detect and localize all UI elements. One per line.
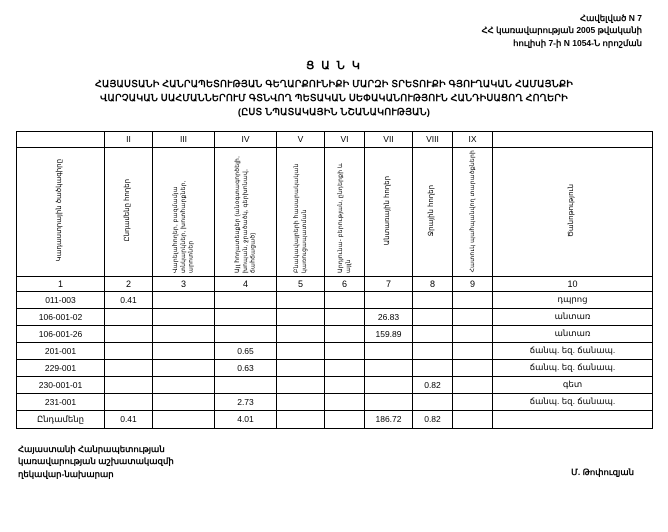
roman-cell-5: V (277, 131, 325, 147)
colnum-6: 6 (325, 276, 365, 291)
row-protected (453, 393, 493, 410)
colnum-5: 5 (277, 276, 325, 291)
row-code: 011-003 (17, 291, 105, 308)
row-water (413, 342, 453, 359)
title-line-2: ՎԱՐՉԱԿԱՆ ՍԱՀՄԱՆՆԵՐՈՒՄ ԳՏՆՎՈՂ ՊԵՏԱԿԱՆ ՍԵՓԱԿԱՆՈՒԹՅՈՒՆ ՀԱՆԴԻՍԱՑՈՂ ՀՈՂԵՐԻ (100, 93, 568, 105)
colnum-3: 3 (153, 276, 215, 291)
row-other: 2.73 (215, 393, 277, 410)
signatory-title (18, 443, 174, 481)
roman-cell-2: II (105, 131, 153, 147)
header-other-land (215, 147, 277, 276)
roman-cell-1 (17, 131, 105, 147)
header-line-3: հուլիսի 7-ի N 1054-Ն որոշման (513, 37, 642, 48)
row-water (413, 359, 453, 376)
row-code: 229-001 (17, 359, 105, 376)
colnum-8: 8 (413, 276, 453, 291)
header-other-land-label: Այլ հողատեսքեր (անօգտագործելի, խոպան, ջրածածկ, գերխոնավ, ճահճացած) (233, 155, 257, 273)
row-water: 0.82 (413, 376, 453, 393)
row-forest (365, 359, 413, 376)
row-industry (325, 342, 365, 359)
total-water: 0.82 (413, 410, 453, 428)
table-row (17, 342, 653, 359)
row-protected (453, 308, 493, 325)
colnum-9: 9 (453, 276, 493, 291)
table-row (17, 308, 653, 325)
row-total (105, 325, 153, 342)
row-note: ճանպ. եզ. ճանապ. (493, 342, 653, 359)
row-industry (325, 325, 365, 342)
row-protected (453, 376, 493, 393)
row-code: 231-001 (17, 393, 105, 410)
colnum-10: 10 (493, 276, 653, 291)
row-other (215, 291, 277, 308)
header-settlement (277, 147, 325, 276)
total-settlement (277, 410, 325, 428)
row-other (215, 308, 277, 325)
header-arable-label: Վարելահողեր, բազմամյա տնկարկներ, խոտհարքներ, արոտներ (171, 180, 195, 273)
row-arable (153, 393, 215, 410)
total-note (493, 410, 653, 428)
table-roman-row (17, 131, 653, 147)
row-note: անտառ (493, 325, 653, 342)
total-protected (453, 410, 493, 428)
row-forest (365, 376, 413, 393)
header-cadastral-code (17, 147, 105, 276)
header-arable (153, 147, 215, 276)
table-row (17, 291, 653, 308)
title-line-3: (ԸՍՏ ՆՊԱՏԱԿԱՅԻՆ ՆՇԱՆԱԿՈՒԹՅԱՆ) (237, 107, 431, 119)
row-other (215, 376, 277, 393)
total-arable (153, 410, 215, 428)
header-total-land-label: Ընդամենը հողեր (124, 179, 132, 242)
row-forest: 26.83 (365, 308, 413, 325)
row-total (105, 342, 153, 359)
row-settlement (277, 342, 325, 359)
colnum-1: 1 (17, 276, 105, 291)
colnum-2: 2 (105, 276, 153, 291)
row-note: անտառ (493, 308, 653, 325)
row-total: 0.41 (105, 291, 153, 308)
roman-cell-7: VII (365, 131, 413, 147)
row-settlement (277, 393, 325, 410)
row-total (105, 359, 153, 376)
row-code: 230-001-01 (17, 376, 105, 393)
total-label: Ընդամենը (17, 410, 105, 428)
table-row (17, 325, 653, 342)
row-other (215, 325, 277, 342)
document-footer (16, 443, 652, 481)
document-kind: Ց Ա Ն Կ (306, 59, 362, 72)
row-water (413, 291, 453, 308)
header-remarks (493, 147, 653, 276)
row-protected (453, 359, 493, 376)
row-water (413, 325, 453, 342)
colnum-7: 7 (365, 276, 413, 291)
row-industry (325, 393, 365, 410)
table-total-row (17, 410, 653, 428)
row-arable (153, 291, 215, 308)
row-settlement (277, 376, 325, 393)
row-industry (325, 308, 365, 325)
header-line-1: Հավելված N 7 (580, 13, 642, 23)
row-arable (153, 342, 215, 359)
header-forest (365, 147, 413, 276)
row-industry (325, 376, 365, 393)
header-protected-label: Հատուկ պահպանվող տարածքների (468, 149, 476, 272)
roman-cell-10 (493, 131, 653, 147)
row-protected (453, 325, 493, 342)
table-row (17, 359, 653, 376)
row-total (105, 393, 153, 410)
signatory-line-2: կառավարության աշխատակազմի (18, 456, 174, 467)
row-code: 106-001-26 (17, 325, 105, 342)
header-cadastral-code-label: Կադաստրային ծածկագիրը (56, 159, 64, 262)
row-note: ճանպ. եզ. ճանապ. (493, 393, 653, 410)
row-arable (153, 359, 215, 376)
document-header (16, 12, 642, 49)
row-forest (365, 393, 413, 410)
row-industry (325, 291, 365, 308)
total-forest: 186.72 (365, 410, 413, 428)
row-forest: 159.89 (365, 325, 413, 342)
roman-cell-8: VIII (413, 131, 453, 147)
header-settlement-label: Բնակավայրերի հասարակական կառուցապատման (292, 163, 308, 273)
row-total (105, 376, 153, 393)
row-water (413, 393, 453, 410)
table-row (17, 376, 653, 393)
signatory-line-1: Հայաստանի Հանրապետության (18, 443, 165, 454)
header-line-2: ՀՀ կառավարության 2005 թվականի (481, 25, 642, 36)
row-settlement (277, 308, 325, 325)
header-forest-label: Անտառային հողեր (384, 176, 392, 246)
row-settlement (277, 359, 325, 376)
row-code: 106-001-02 (17, 308, 105, 325)
header-water-label: Ջրային հողեր (428, 185, 436, 237)
row-other: 0.63 (215, 359, 277, 376)
row-forest (365, 291, 413, 308)
land-table (16, 131, 653, 429)
row-code: 201-001 (17, 342, 105, 359)
roman-cell-6: VI (325, 131, 365, 147)
row-water (413, 308, 453, 325)
roman-cell-3: III (153, 131, 215, 147)
row-note: դպրոց (493, 291, 653, 308)
row-note: գետ (493, 376, 653, 393)
page-title (22, 78, 646, 121)
roman-cell-4: IV (215, 131, 277, 147)
row-arable (153, 376, 215, 393)
total-total: 0.41 (105, 410, 153, 428)
header-industry (325, 147, 365, 276)
title-line-1: ՀԱՅԱՍՏԱՆԻ ՀԱՆՐԱՊԵՏՈՒԹՅԱՆ ԳԵՂԱՐՔՈՒՆԻՔԻ ՄԱՐԶԻ ՏՐԵՏՈՒՔԻ ԳՅՈՒՂԱԿԱՆ ՀԱՄԱՅՆՔԻ (94, 78, 574, 90)
row-settlement (277, 325, 325, 342)
total-other: 4.01 (215, 410, 277, 428)
row-other: 0.65 (215, 342, 277, 359)
row-protected (453, 291, 493, 308)
roman-cell-9: IX (453, 131, 493, 147)
table-column-number-row (17, 276, 653, 291)
table-header-row (17, 147, 653, 276)
table-row (17, 393, 653, 410)
header-protected (453, 147, 493, 276)
row-arable (153, 308, 215, 325)
header-industry-label: Արդյունա- բերության, ընդերքի և այլն (336, 162, 352, 273)
row-industry (325, 359, 365, 376)
colnum-4: 4 (215, 276, 277, 291)
header-total-land (105, 147, 153, 276)
signatory-line-3: ղեկավար-նախարար (18, 469, 114, 480)
signatory-name: Մ. Թոփուզյան (571, 467, 634, 478)
row-note: ճանպ. եզ. ճանապ. (493, 359, 653, 376)
row-settlement (277, 291, 325, 308)
row-forest (365, 342, 413, 359)
row-protected (453, 342, 493, 359)
header-remarks-label: Ծանոթություն (568, 184, 576, 238)
row-total (105, 308, 153, 325)
row-arable (153, 325, 215, 342)
total-industry (325, 410, 365, 428)
header-water (413, 147, 453, 276)
